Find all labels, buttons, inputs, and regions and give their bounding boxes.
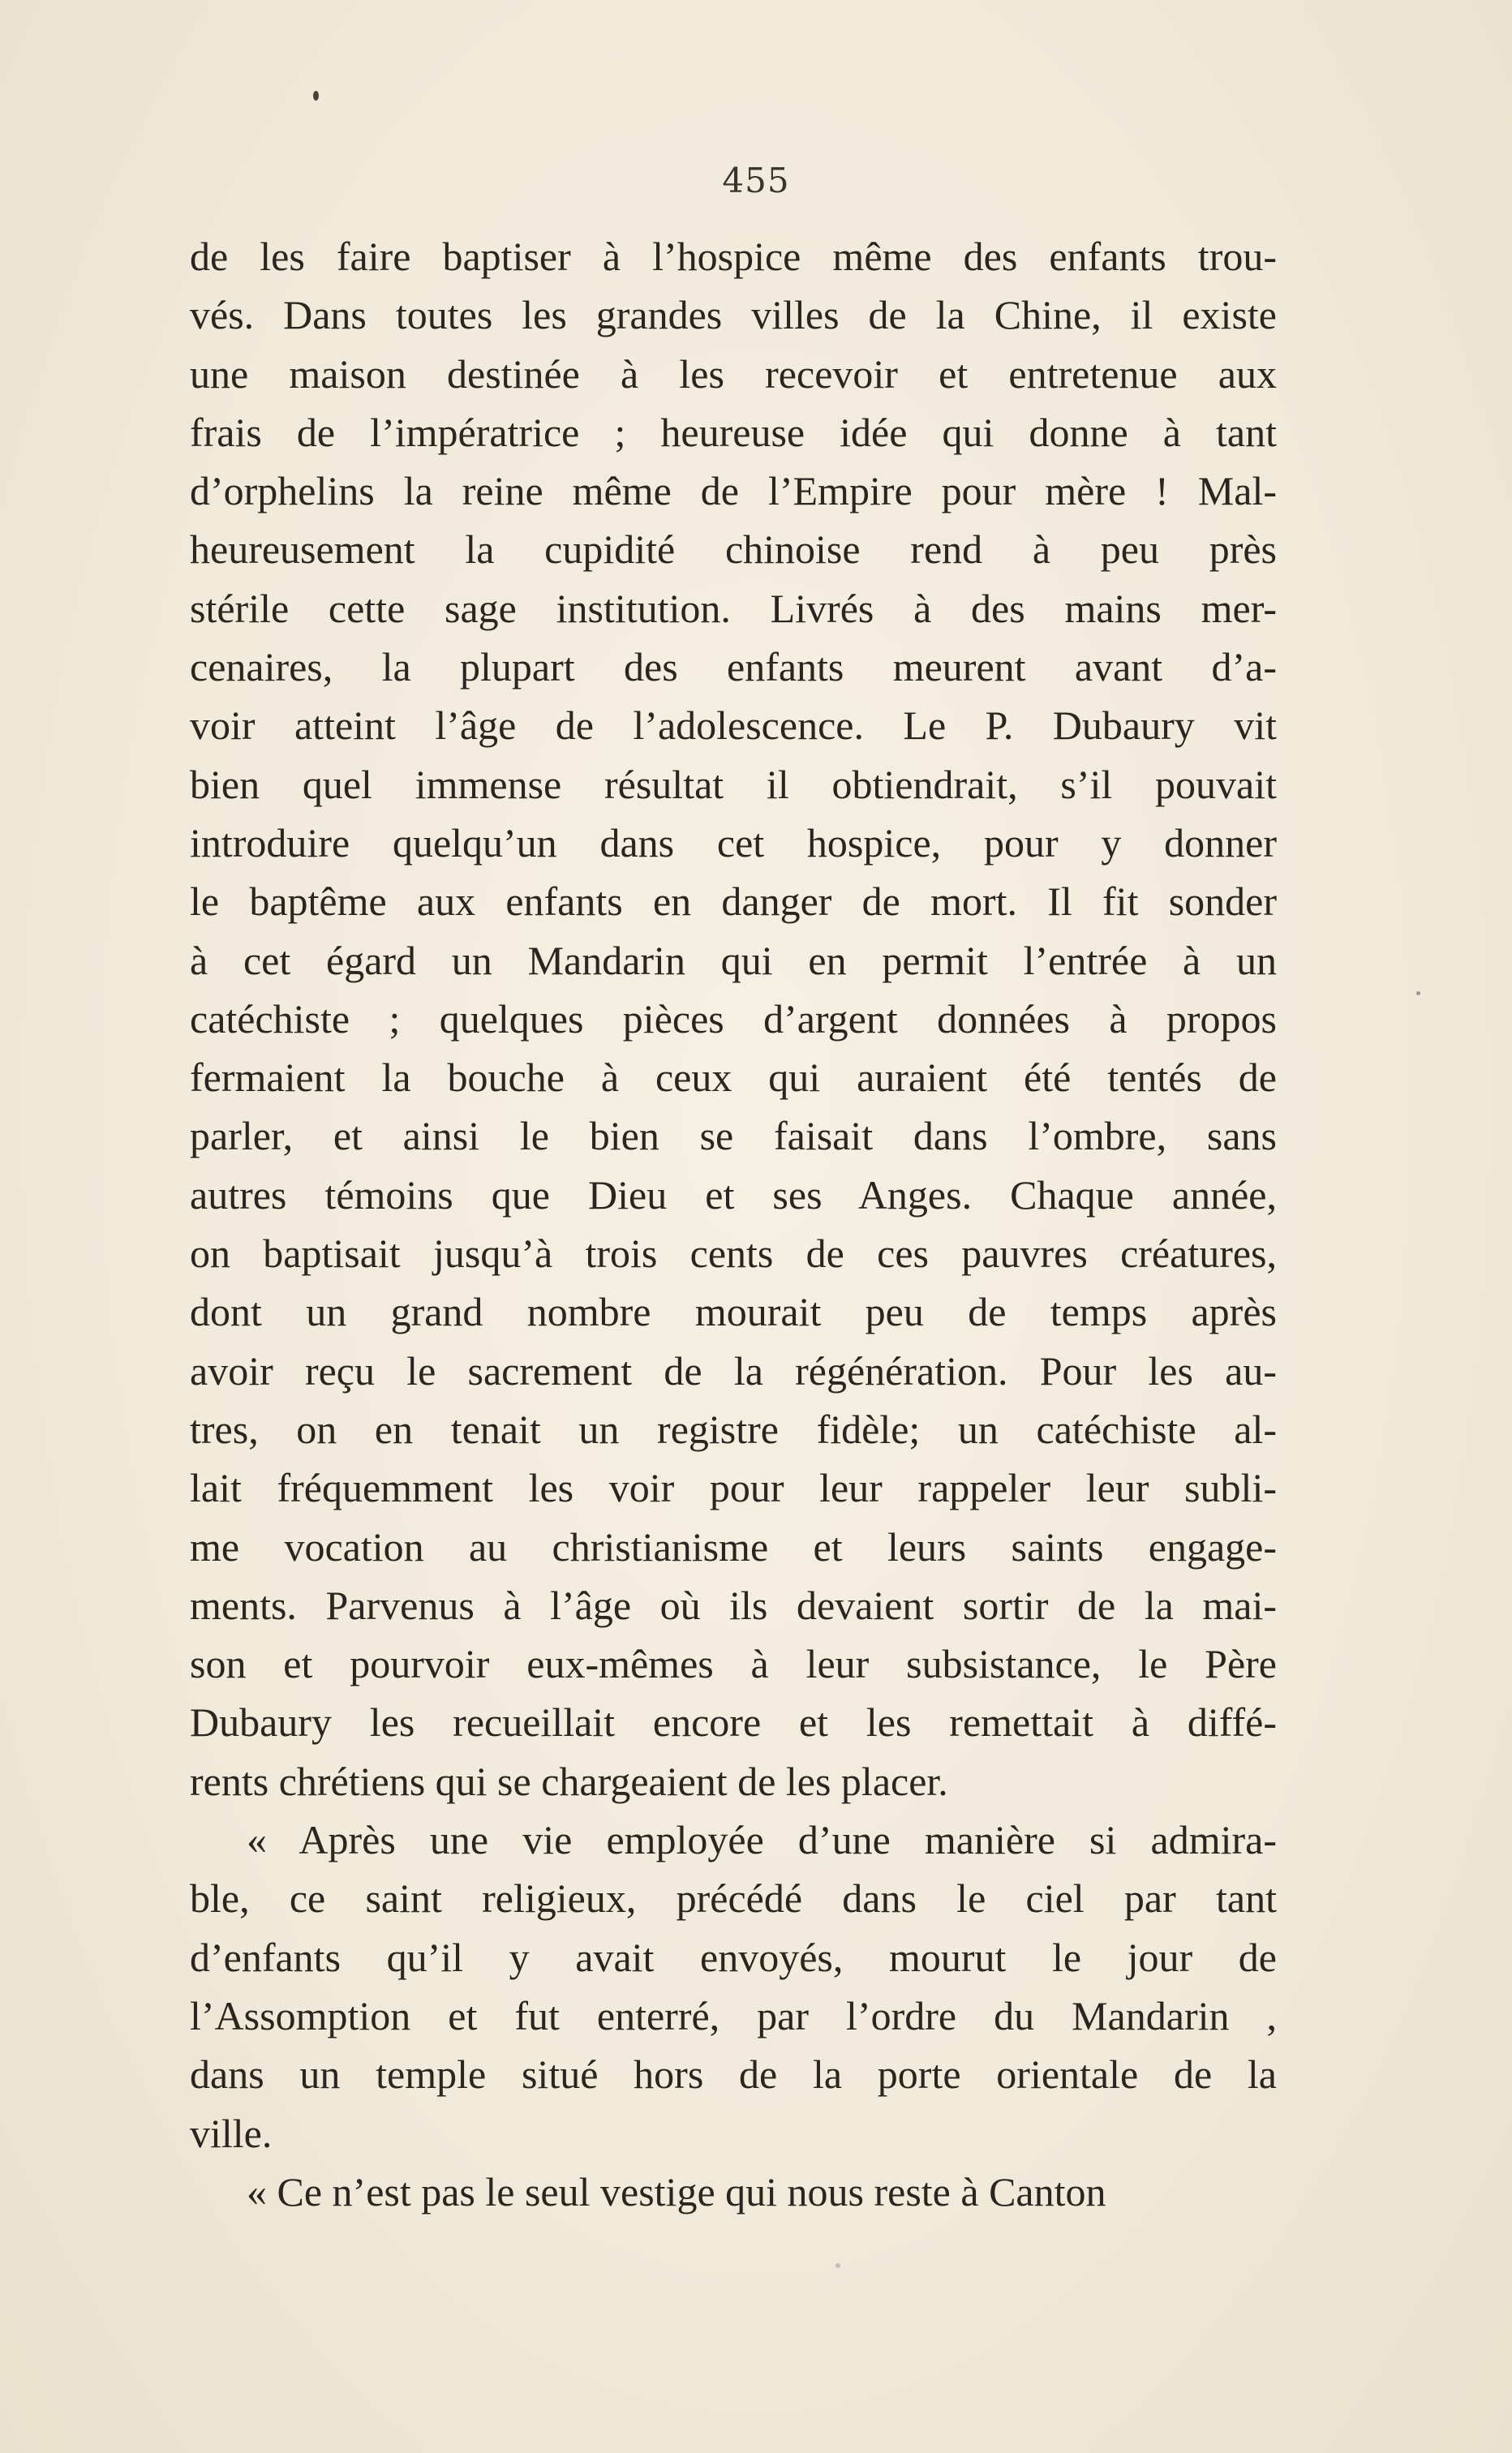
text-line: de les faire baptiser à l’hospice même des enfants trou-	[190, 234, 1277, 279]
text-line: une maison destinée à les recevoir et entretenue aux	[190, 350, 1277, 397]
text-line: frais de l’impératrice ; heureuse idée qui donne à tant	[190, 409, 1277, 455]
text-line: dans un temple situé hors de la porte orientale de la	[190, 2051, 1277, 2098]
text-line: heureusement la cupidité chinoise rend à peu près	[190, 526, 1277, 573]
text-line: fermaient la bouche à ceux qui auraient été tentés de	[190, 1055, 1277, 1101]
text-line: d’enfants qu’il y avait envoyés, mourut le jour de	[190, 1934, 1277, 1980]
text-line: « Ce n’est pas le seul vestige qui nous reste à Canton	[247, 2168, 1106, 2215]
text-line: introduire quelqu’un dans cet hospice, pour y donner	[190, 819, 1277, 866]
text-line: bien quel immense résultat il obtiendrait, s’il pouvait	[190, 761, 1277, 807]
body-text	[190, 227, 1277, 2221]
text-line: dont un grand nombre mourait peu de temps après	[190, 1289, 1277, 1335]
text-line: me vocation au christianisme et leurs saints engage-	[190, 1523, 1277, 1570]
ink-speck	[313, 91, 319, 101]
text-line: tres, on en tenait un registre fidèle; un catéchiste al-	[190, 1406, 1277, 1452]
text-line: ble, ce saint religieux, précédé dans le ciel par tant	[190, 1875, 1277, 1922]
text-line: avoir reçu le sacrement de la régénération. Pour les au-	[190, 1347, 1277, 1394]
text-line: ments. Parvenus à l’âge où ils devaient sortir de la mai-	[190, 1582, 1277, 1628]
text-line: le baptême aux enfants en danger de mort. Il fit sonder	[190, 879, 1277, 925]
text-line: catéchiste ; quelques pièces d’argent données à propos	[190, 995, 1277, 1042]
text-line: vés. Dans toutes les grandes villes de la Chine, il existe	[190, 292, 1277, 338]
text-line: « Après une vie employée d’une manière si admira-	[247, 1817, 1277, 1863]
text-line: Dubaury les recueillait encore et les remettait à diffé-	[190, 1699, 1277, 1746]
text-line: on baptisait jusqu’à trois cents de ces pauvres créatures,	[190, 1231, 1277, 1277]
page-number: 455	[722, 161, 790, 200]
text-line: l’Assomption et fut enterré, par l’ordre du Mandarin ,	[190, 1992, 1277, 2038]
ink-speck	[835, 2263, 840, 2268]
ink-speck	[1416, 991, 1420, 995]
text-line: lait fréquemment les voir pour leur rappeler leur subli-	[190, 1465, 1277, 1511]
text-line: à cet égard un Mandarin qui en permit l’entrée à un	[190, 937, 1277, 983]
text-line: son et pourvoir eux-mêmes à leur subsistance, le Père	[190, 1641, 1277, 1687]
text-line: stérile cette sage institution. Livrés à des mains mer-	[190, 585, 1277, 631]
text-line: voir atteint l’âge de l’adolescence. Le P. Dubaury vit	[190, 702, 1277, 749]
text-line: rents chrétiens qui se chargeaient de les placer.	[190, 1758, 948, 1804]
text-line: cenaires, la plupart des enfants meurent avant d’a-	[190, 644, 1277, 690]
text-line: autres témoins que Dieu et ses Anges. Chaque année,	[190, 1171, 1277, 1218]
text-line: d’orphelins la reine même de l’Empire pour mère ! Mal-	[190, 468, 1277, 514]
text-line: ville.	[190, 2110, 273, 2156]
text-line: parler, et ainsi le bien se faisait dans l’ombre, sans	[190, 1113, 1277, 1159]
